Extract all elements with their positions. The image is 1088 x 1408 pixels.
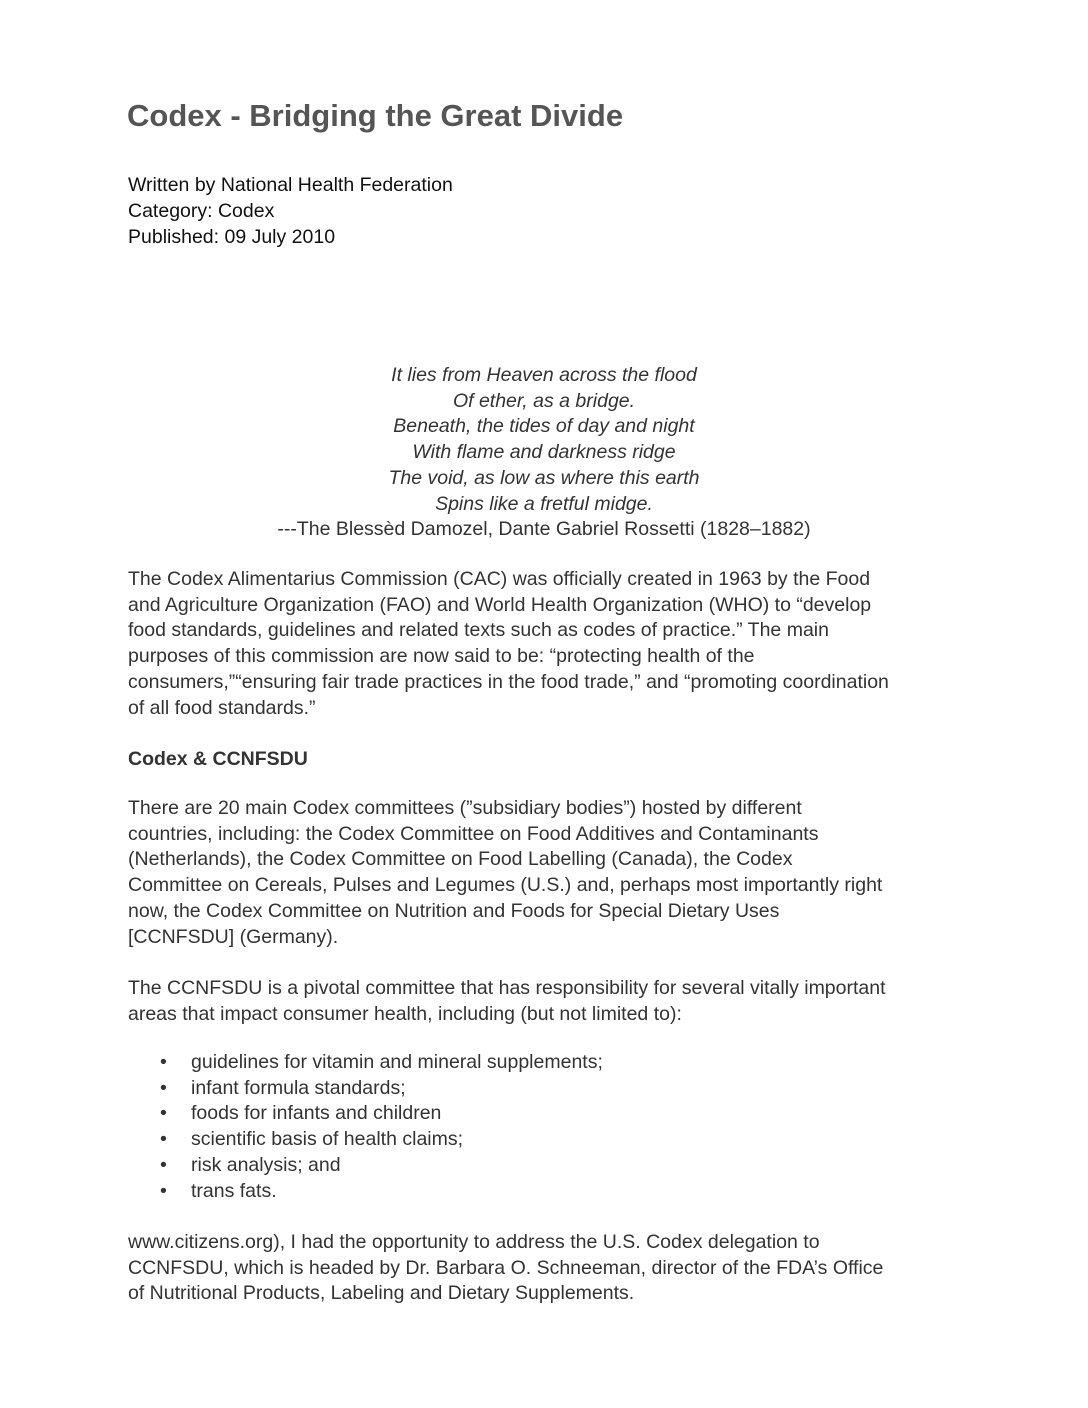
text-line: The CCNFSDU is a pivotal committee that has responsibility for several vitally important — [128, 977, 886, 999]
author-line: Written by National Health Federation — [128, 174, 453, 196]
text-line: consumers,”“ensuring fair trade practices in the food trade,” and “promoting coordination — [128, 670, 889, 693]
poem-line: Of ether, as a bridge. — [452, 389, 636, 412]
list-item-text: guidelines for vitamin and mineral supplements; — [191, 1051, 603, 1073]
list-item — [160, 1153, 603, 1179]
published-line: Published: 09 July 2010 — [128, 226, 336, 248]
list-item-text: risk analysis; and — [191, 1153, 341, 1176]
list-item-text: foods for infants and children — [191, 1102, 442, 1125]
list-item-text: infant formula standards; — [191, 1076, 406, 1099]
poem-attribution: ---The Blessèd Damozel, Dante Gabriel Rossetti (1828–1882) — [277, 518, 811, 541]
category-line: Category: Codex — [128, 200, 275, 222]
bullet-icon: • — [160, 1179, 167, 1202]
section-heading: Codex & CCNFSDU — [128, 748, 308, 770]
poem-quote — [0, 363, 1088, 543]
poem-line: Spins like a fretful midge. — [435, 492, 653, 515]
text-line: of all food standards.” — [128, 696, 316, 719]
responsibility-list — [160, 1050, 603, 1204]
text-line: and Agriculture Organization (FAO) and World Health Organization (WHO) to “develop — [128, 593, 872, 616]
poem-line: With flame and darkness ridge — [412, 441, 676, 464]
text-line: CCNFSDU, which is headed by Dr. Barbara O. Schneeman, director of the FDA’s Office — [128, 1256, 884, 1279]
article-meta — [128, 172, 453, 250]
bullet-icon: • — [160, 1128, 167, 1151]
poem-line: The void, as low as where this earth — [388, 466, 700, 489]
bullet-icon: • — [160, 1153, 167, 1176]
bullet-icon: • — [160, 1076, 167, 1099]
text-line: Committee on Cereals, Pulses and Legumes (U.S.) and, perhaps most importantly right — [128, 874, 883, 897]
paragraph-intro — [128, 567, 889, 721]
list-item-text: scientific basis of health claims; — [191, 1128, 464, 1151]
text-line: now, the Codex Committee on Nutrition and Foods for Special Dietary Uses — [128, 899, 780, 922]
list-item — [160, 1050, 603, 1076]
text-line: The Codex Alimentarius Commission (CAC) was officially created in 1963 by the Food — [128, 568, 871, 590]
paragraph-delegation — [128, 1230, 883, 1307]
text-line: [CCNFSDU] (Germany). — [128, 925, 339, 948]
text-line: (Netherlands), the Codex Committee on Food Labelling (Canada), the Codex — [128, 848, 793, 871]
list-item — [160, 1179, 603, 1205]
list-item — [160, 1101, 603, 1127]
document-title: Codex - Bridging the Great Divide — [127, 98, 624, 133]
text-line: areas that impact consumer health, including (but not limited to): — [128, 1002, 682, 1025]
text-line: There are 20 main Codex committees (”subsidiary bodies”) hosted by different — [128, 797, 802, 819]
text-line: www.citizens.org), I had the opportunity to address the U.S. Codex delegation to — [128, 1231, 820, 1253]
list-item-text: trans fats. — [191, 1179, 277, 1202]
poem-line: Beneath, the tides of day and night — [393, 415, 695, 438]
paragraph-committees — [128, 796, 882, 950]
text-line: of Nutritional Products, Labeling and Dietary Supplements. — [128, 1282, 635, 1305]
list-item — [160, 1127, 603, 1153]
text-line: countries, including: the Codex Committee on Food Additives and Contaminants — [128, 822, 819, 845]
paragraph-ccnfsdu — [128, 976, 886, 1027]
poem-line: It lies from Heaven across the flood — [391, 364, 697, 386]
text-line: purposes of this commission are now said to be: “protecting health of the — [128, 645, 755, 668]
list-item — [160, 1076, 603, 1102]
text-line: food standards, guidelines and related texts such as codes of practice.” The main — [128, 619, 829, 642]
bullet-icon: • — [160, 1102, 167, 1125]
bullet-icon: • — [160, 1051, 167, 1073]
